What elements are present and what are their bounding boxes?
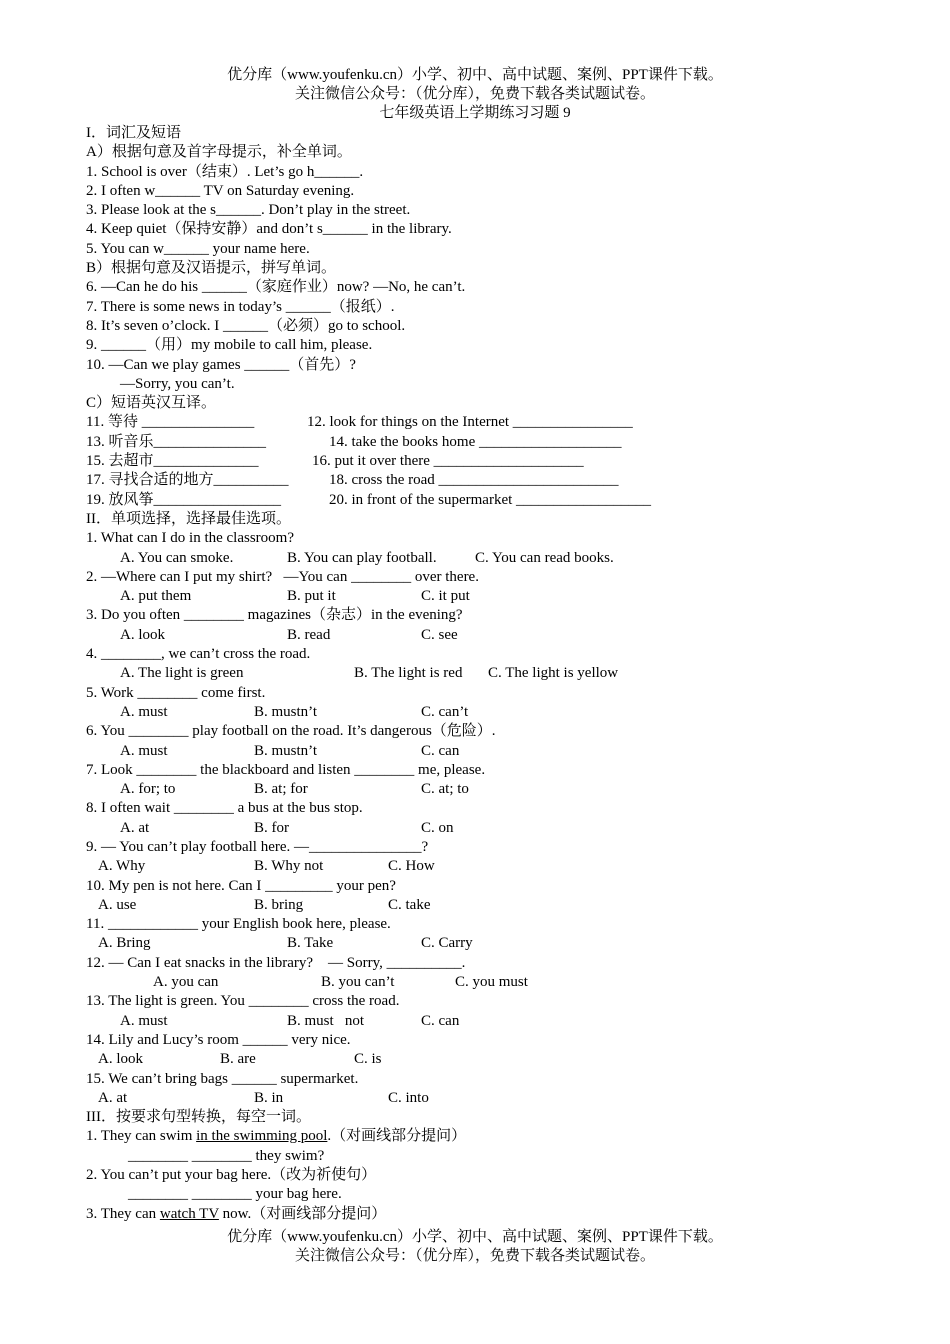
- question-stem: 6. You ________ play football on the road. It’s dangerous（危险）.: [86, 723, 496, 740]
- question-stem: 5. Work ________ come first.: [86, 684, 266, 701]
- question-line: —Sorry, you can’t.: [120, 375, 235, 392]
- option-c: C. see: [421, 626, 458, 643]
- option-c: C. can: [421, 1012, 460, 1029]
- option-row: [86, 973, 926, 992]
- option-c: C. on: [421, 819, 454, 836]
- question-line: 4. Keep quiet（保持安静）and don’t s______ in the library.: [86, 221, 452, 238]
- option-b: B. must not: [287, 1012, 365, 1029]
- question-stem: 4. ________, we can’t cross the road.: [86, 646, 311, 663]
- option-row: [86, 934, 926, 953]
- question-text: 3. They can: [86, 1205, 160, 1222]
- transform-question-3: [86, 1205, 926, 1224]
- option-row: [86, 626, 926, 645]
- option-a: A. for; to: [120, 781, 176, 798]
- question-instruction: now.（对画线部分提问）: [218, 1205, 387, 1222]
- option-a: A. must: [120, 1012, 168, 1029]
- part-c-heading: C）短语英汉互译。: [86, 395, 217, 412]
- underlined-phrase: in the swimming pool: [196, 1128, 328, 1145]
- phrase-item: 14. take the books home ___________________: [329, 433, 622, 450]
- option-row: [86, 896, 926, 915]
- option-c: C. Carry: [421, 935, 473, 952]
- option-a: A. look: [98, 1051, 143, 1068]
- phrase-item: 13. 听音乐_______________: [86, 433, 267, 450]
- option-b: B. The light is red: [354, 665, 463, 682]
- question-line: 5. You can w______ your name here.: [86, 240, 310, 257]
- option-b: B. put it: [287, 588, 336, 605]
- option-b: B. you can’t: [321, 974, 395, 991]
- option-a: A. Why: [98, 858, 146, 875]
- option-c: C. take: [388, 896, 431, 913]
- option-c: C. can’t: [421, 703, 469, 720]
- question-stem: 2. —Where can I put my shirt? —You can ________ over there.: [86, 568, 479, 585]
- option-row: [86, 742, 926, 761]
- question-stem: 12. — Can I eat snacks in the library? — Sorry, __________.: [86, 954, 466, 971]
- option-a: A. at: [98, 1089, 128, 1106]
- option-b: B. for: [254, 819, 289, 836]
- option-c: C. you must: [455, 974, 528, 991]
- option-c: C. into: [388, 1089, 429, 1106]
- option-a: A. at: [120, 819, 150, 836]
- option-row: [86, 857, 926, 876]
- worksheet-content: [86, 124, 926, 1224]
- section-2-heading: II．单项选择，选择最佳选项。: [86, 510, 291, 527]
- phrase-item: 19. 放风筝_________________: [86, 491, 282, 508]
- question-stem: 15. We can’t bring bags ______ supermarket.: [86, 1070, 359, 1087]
- option-row: [86, 819, 926, 838]
- phrase-row: [86, 452, 926, 471]
- option-c: C. How: [388, 858, 435, 875]
- option-b: B. are: [220, 1051, 256, 1068]
- question-stem: 1. What can I do in the classroom?: [86, 530, 294, 547]
- phrase-item: 17. 寻找合适的地方__________: [86, 472, 289, 489]
- question-stem: 8. I often wait ________ a bus at the bus stop.: [86, 800, 363, 817]
- question-line: 2. I often w______ TV on Saturday evening.: [86, 182, 355, 199]
- question-stem: 7. Look ________ the blackboard and listen ________ me, please.: [86, 761, 486, 778]
- option-row: [86, 587, 926, 606]
- question-stem: 10. My pen is not here. Can I _________ your pen?: [86, 877, 396, 894]
- section-3-heading: III．按要求句型转换，每空一词。: [86, 1109, 311, 1126]
- phrase-item: 11. 等待 _______________: [86, 414, 255, 431]
- transform-question-1: [86, 1127, 926, 1146]
- part-a-heading: A）根据句意及首字母提示，补全单词。: [86, 144, 352, 161]
- option-row: [86, 780, 926, 799]
- option-a: A. must: [120, 703, 168, 720]
- footer-line-1: 优分库（www.youfenku.cn）小学、初中、高中试题、案例、PPT课件下载。: [227, 1229, 723, 1245]
- question-line: 6. —Can he do his ______（家庭作业）now? —No, he can’t.: [86, 279, 466, 296]
- page-footer: [0, 1228, 950, 1266]
- option-b: B. You can play football.: [287, 549, 437, 566]
- option-c: C. at; to: [421, 781, 469, 798]
- option-a: A. You can smoke.: [120, 549, 234, 566]
- option-a: A. put them: [120, 588, 192, 605]
- phrase-item: 18. cross the road ________________________: [329, 472, 619, 489]
- header-line-1: 优分库（www.youfenku.cn）小学、初中、高中试题、案例、PPT课件下载。: [227, 67, 723, 83]
- option-c: C. can: [421, 742, 460, 759]
- part-b-heading: B）根据句意及汉语提示，拼写单词。: [86, 260, 337, 277]
- option-a: A. Bring: [98, 935, 151, 952]
- option-b: B. at; for: [254, 781, 308, 798]
- question-line: 3. Please look at the s______. Don’t play in the street.: [86, 202, 411, 219]
- option-c: C. You can read books.: [475, 549, 614, 566]
- option-row: [86, 1089, 926, 1108]
- question-stem: 14. Lily and Lucy’s room ______ very nice.: [86, 1031, 351, 1048]
- option-row: [86, 1012, 926, 1031]
- option-b: B. in: [254, 1089, 284, 1106]
- option-c: C. is: [354, 1051, 382, 1068]
- question-line: 8. It’s seven o’clock. I ______（必须）go to school.: [86, 317, 406, 334]
- phrase-row: [86, 491, 926, 510]
- question-text: 1. They can swim: [86, 1128, 197, 1145]
- option-a: A. use: [98, 896, 137, 913]
- question-stem: 9. — You can’t play football here. —_______________?: [86, 838, 429, 855]
- option-b: B. Take: [287, 935, 334, 952]
- option-c: C. it put: [421, 588, 470, 605]
- phrase-row: [86, 433, 926, 452]
- question-line: 9. ______（用）my mobile to call him, please.: [86, 337, 373, 354]
- option-b: B. mustn’t: [254, 742, 318, 759]
- option-row: [86, 703, 926, 722]
- option-a: A. The light is green: [120, 665, 244, 682]
- transform-question-2: 2. You can’t put your bag here.（改为祈使句）: [86, 1167, 377, 1184]
- question-stem: 13. The light is green. You ________ cross the road.: [86, 993, 400, 1010]
- question-line: 1. School is over（结束）. Let’s go h______.: [86, 163, 364, 180]
- page-title: 七年级英语上学期练习习题 9: [379, 105, 571, 121]
- question-line: 10. —Can we play games ______（首先）?: [86, 356, 356, 373]
- option-row: [86, 549, 926, 568]
- option-row: [86, 664, 926, 683]
- footer-line-2: 关注微信公众号：（优分库），免费下载各类试题试卷。: [294, 1248, 655, 1264]
- phrase-item: 16. put it over there ____________________: [312, 453, 584, 470]
- option-row: [86, 1050, 926, 1069]
- answer-blank-line: ________ ________ they swim?: [128, 1147, 325, 1164]
- phrase-item: 20. in front of the supermarket __________________: [329, 491, 652, 508]
- option-c: C. The light is yellow: [488, 665, 619, 682]
- page-header: [0, 66, 950, 123]
- question-stem: 11. ____________ your English book here, please.: [86, 916, 391, 933]
- underlined-phrase: watch TV: [159, 1205, 219, 1222]
- question-stem: 3. Do you often ________ magazines（杂志）in the evening?: [86, 607, 463, 624]
- option-a: A. look: [120, 626, 165, 643]
- question-instruction: .（对画线部分提问）: [327, 1128, 467, 1145]
- phrase-row: [86, 471, 926, 490]
- phrase-row: [86, 413, 926, 432]
- section-1-heading: I．词汇及短语: [86, 125, 181, 141]
- phrase-item: 12. look for things on the Internet ________________: [307, 414, 633, 431]
- question-line: 7. There is some news in today’s ______（报纸）.: [86, 298, 395, 315]
- option-a: A. must: [120, 742, 168, 759]
- header-line-2: 关注微信公众号：（优分库），免费下载各类试题试卷。: [294, 86, 655, 102]
- answer-blank-line: ________ ________ your bag here.: [128, 1186, 342, 1203]
- option-b: B. bring: [254, 896, 304, 913]
- option-b: B. read: [287, 626, 331, 643]
- option-b: B. mustn’t: [254, 703, 318, 720]
- phrase-item: 15. 去超市______________: [86, 453, 259, 470]
- option-a: A. you can: [153, 974, 219, 991]
- option-b: B. Why not: [254, 858, 324, 875]
